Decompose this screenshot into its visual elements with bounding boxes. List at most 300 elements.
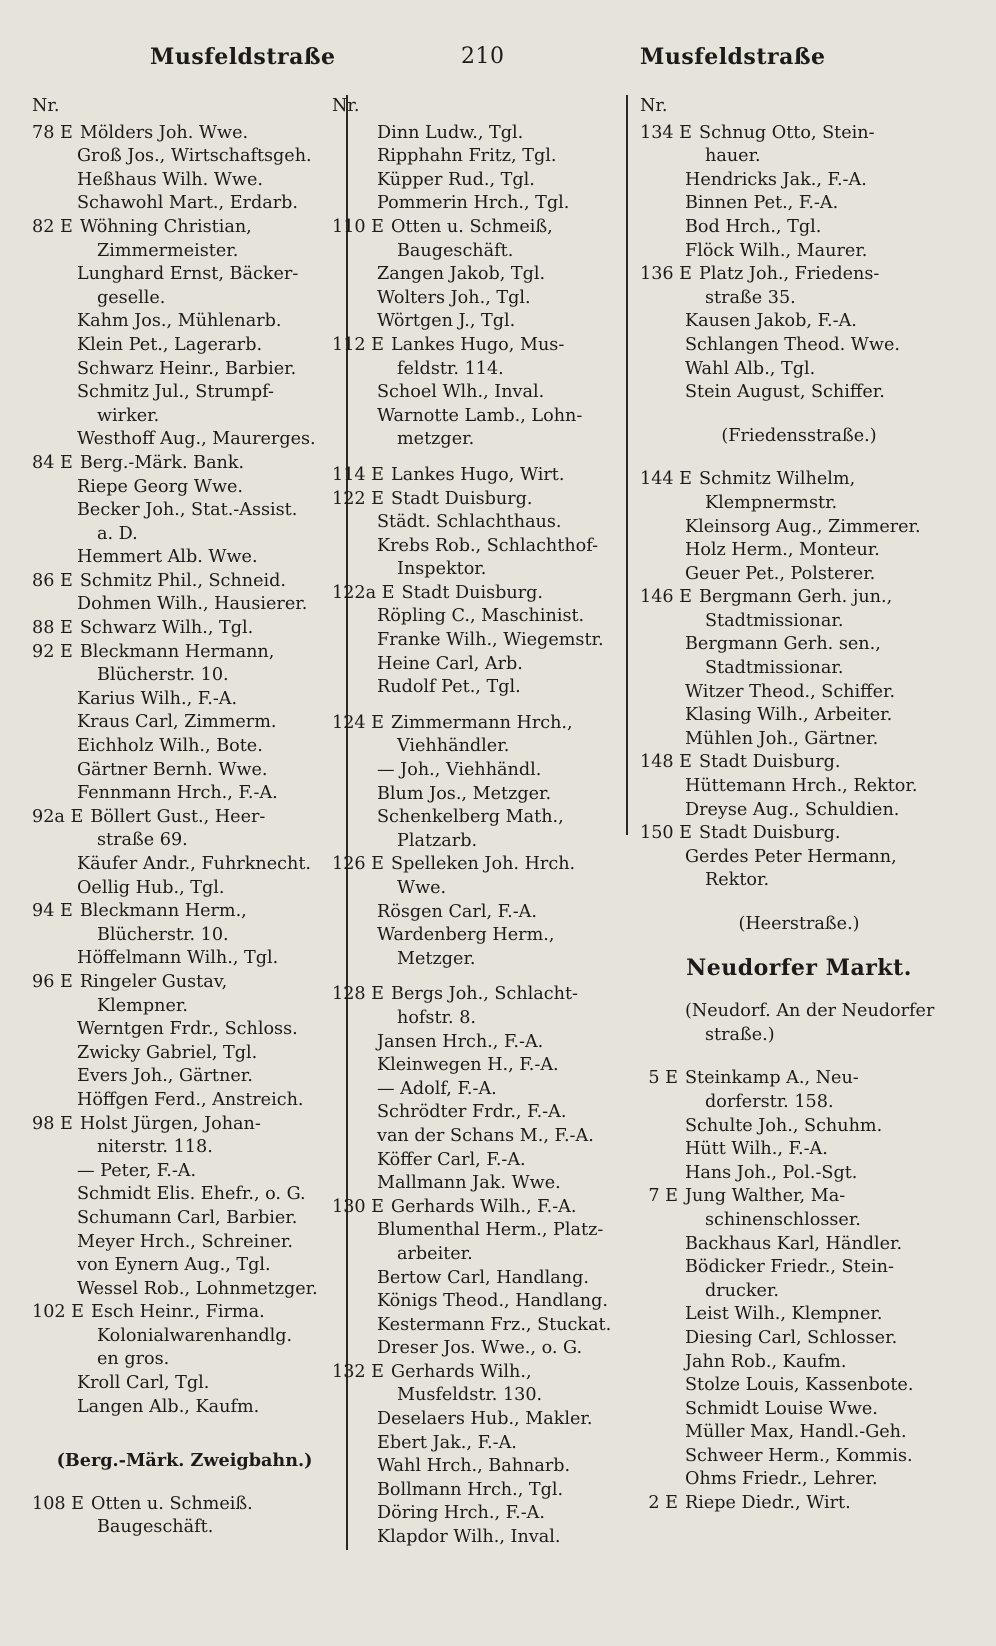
house-number — [332, 1125, 377, 1149]
house-number — [32, 1042, 77, 1066]
directory-entry — [640, 633, 958, 657]
house-number — [332, 924, 377, 948]
entry-text: — Joh., Viehhändl. — [377, 760, 542, 781]
directory-entry — [32, 806, 337, 830]
entry-text: Rudolf Pet., Tgl. — [377, 677, 521, 698]
directory-entry — [32, 782, 337, 806]
house-number — [332, 1031, 377, 1055]
directory-entry — [332, 1502, 632, 1526]
house-number: 86 E — [32, 570, 73, 591]
directory-entry — [640, 563, 958, 587]
house-number — [640, 775, 685, 799]
directory-entry — [640, 1185, 958, 1209]
house-number — [640, 799, 685, 823]
entry-text: Deselaers Hub., Makler. — [377, 1409, 593, 1430]
entry-text: Schwarz Wilh., Tgl. — [79, 618, 254, 639]
entry-text: Stadt Duisburg. — [401, 582, 544, 603]
directory-entry — [332, 806, 632, 830]
house-number — [32, 1089, 77, 1113]
entry-text: Lunghard Ernst, Bäcker- — [77, 264, 299, 285]
directory-entry — [32, 476, 337, 500]
house-number — [332, 122, 377, 146]
directory-entry — [332, 1432, 632, 1456]
house-number — [640, 169, 685, 193]
house-number: 114 E — [332, 464, 385, 485]
directory-entry — [640, 1398, 958, 1422]
entry-text: Pommerin Hrch., Tgl. — [377, 193, 570, 214]
directory-entry — [332, 488, 632, 512]
entry-text: Bod Hrch., Tgl. — [685, 216, 822, 237]
house-number — [332, 806, 377, 830]
house-number — [640, 1162, 685, 1186]
house-number: 98 E — [32, 1113, 73, 1134]
directory-entry — [332, 192, 632, 216]
directory-entry — [332, 1361, 632, 1385]
house-number — [640, 1256, 685, 1280]
directory-entry — [32, 688, 337, 712]
entry-text: Bergs Joh., Schlacht- — [391, 984, 578, 1005]
directory-entry — [640, 334, 958, 358]
directory-entry — [332, 1337, 632, 1361]
entry-text: Klasing Wilh., Arbeiter. — [685, 705, 893, 726]
entry-text: Wolters Joh., Tgl. — [377, 287, 531, 308]
entry-continuation: Viehhändler. — [397, 736, 510, 757]
section-heading: Neudorfer Markt. — [686, 954, 912, 981]
directory-entry — [32, 641, 337, 665]
entry-text: Lankes Hugo, Wirt. — [391, 464, 565, 485]
house-number: 102 E — [32, 1302, 85, 1323]
house-number — [32, 1278, 77, 1302]
entry-text: Schumann Carl, Barbier. — [77, 1207, 298, 1228]
house-number — [640, 381, 685, 405]
entry-text: Wörtgen J., Tgl. — [377, 311, 516, 332]
entry-text: Holz Herm., Monteur. — [685, 540, 880, 561]
house-number: 92a E — [32, 806, 84, 827]
directory-entry — [32, 499, 337, 523]
house-number — [332, 310, 377, 334]
entry-text: Gerhards Wilh., F.-A. — [391, 1196, 577, 1217]
directory-entry — [332, 1479, 632, 1503]
directory-entry — [332, 405, 632, 429]
directory-entry — [32, 1301, 337, 1325]
house-number: 108 E — [32, 1493, 85, 1514]
entry-continuation: Blücherstr. 10. — [97, 665, 229, 686]
directory-entry — [32, 759, 337, 783]
directory-entry — [332, 853, 632, 877]
entry-continuation: straße 69. — [97, 830, 188, 851]
entry-text: Städt. Schlachthaus. — [377, 512, 562, 533]
entry-text: Heine Carl, Arb. — [377, 653, 523, 674]
house-number — [332, 192, 377, 216]
house-number — [32, 1231, 77, 1255]
column-heading-nr: Nr. — [640, 96, 668, 116]
entry-text: Schmitz Jul., Strumpf- — [77, 382, 274, 403]
directory-entry — [332, 1078, 632, 1102]
entry-text: Berg.-Märk. Bank. — [79, 452, 245, 473]
directory-entry — [332, 1455, 632, 1479]
section-heading: (Berg.-Märk. Zweigbahn.) — [56, 1450, 313, 1472]
house-number — [32, 1254, 77, 1278]
directory-entry — [32, 1254, 337, 1278]
directory-entry — [32, 1089, 337, 1113]
entry-text: Wahl Hrch., Bahnarb. — [377, 1456, 571, 1477]
house-number — [640, 1421, 685, 1445]
entry-continuation: niterstr. 118. — [97, 1137, 213, 1158]
house-number: 144 E — [640, 469, 693, 490]
directory-entry — [640, 263, 958, 287]
directory-entry — [32, 310, 337, 334]
directory-entry — [332, 1125, 632, 1149]
entry-text: Stolze Louis, Kassenbote. — [685, 1375, 914, 1396]
directory-entry — [332, 310, 632, 334]
entry-text: Schrödter Frdr., F.-A. — [377, 1102, 567, 1123]
directory-entry — [640, 1256, 958, 1280]
entry-text: Hans Joh., Pol.-Sgt. — [685, 1162, 858, 1183]
entry-text: Ringeler Gustav, — [79, 971, 228, 992]
directory-entry — [32, 1396, 337, 1420]
house-number — [640, 216, 685, 240]
house-number — [332, 511, 377, 535]
spacer — [332, 452, 632, 464]
entry-text: Hemmert Alb. Wwe. — [77, 547, 258, 568]
entry-text: Kraus Carl, Zimmerm. — [77, 712, 277, 733]
section-heading: (Friedensstraße.) — [721, 425, 877, 446]
entry-text: Döring Hrch., F.-A. — [377, 1503, 545, 1524]
entry-continuation: Baugeschäft. — [97, 1517, 214, 1538]
directory-entry — [332, 381, 632, 405]
directory-entry — [32, 1160, 337, 1184]
spacer — [640, 980, 958, 1000]
directory-entry — [32, 334, 337, 358]
house-number — [332, 1337, 377, 1361]
entry-continuation: Musfeldstr. 130. — [397, 1385, 543, 1406]
entry-text: Ohms Friedr., Lehrer. — [685, 1469, 878, 1490]
entry-text: Wessel Rob., Lohnmetzger. — [77, 1278, 318, 1299]
house-number — [32, 1160, 77, 1184]
house-number: 136 E — [640, 264, 693, 285]
entry-continuation: Platzarb. — [397, 830, 478, 851]
directory-entry — [332, 216, 632, 240]
house-number — [32, 1018, 77, 1042]
entry-continuation: en gros. — [97, 1349, 170, 1370]
entry-continuation: Baugeschäft. — [397, 240, 514, 261]
house-number — [640, 516, 685, 540]
spacer — [32, 1473, 337, 1493]
house-number — [640, 1445, 685, 1469]
directory-entry — [332, 1219, 632, 1243]
entry-text: Wahl Alb., Tgl. — [685, 358, 816, 379]
house-number — [32, 1065, 77, 1089]
house-number — [32, 1183, 77, 1207]
directory-entry — [332, 122, 632, 146]
directory-entry — [640, 358, 958, 382]
house-number — [640, 1351, 685, 1375]
directory-entry — [640, 775, 958, 799]
directory-entry — [640, 539, 958, 563]
entry-text: Schoel Wlh., Inval. — [377, 382, 545, 403]
entry-text: Platz Joh., Friedens- — [699, 264, 880, 285]
directory-entry — [332, 605, 632, 629]
directory-entry — [332, 924, 632, 948]
entry-text: Blumenthal Herm., Platz- — [377, 1220, 604, 1241]
entry-text: Karius Wilh., F.-A. — [77, 688, 238, 709]
entry-text: Riepe Diedr., Wirt. — [685, 1493, 851, 1514]
entry-text: Mühlen Joh., Gärtner. — [685, 728, 879, 749]
entry-text: Wöhning Christian, — [79, 216, 252, 237]
directory-entry — [640, 1374, 958, 1398]
directory-entry — [32, 381, 337, 405]
directory-entry — [332, 582, 632, 606]
house-number: 146 E — [640, 587, 693, 608]
house-number — [640, 192, 685, 216]
entry-text: Dreyse Aug., Schuldien. — [685, 799, 900, 820]
directory-entry — [32, 1207, 337, 1231]
directory-entry — [32, 1231, 337, 1255]
directory-entry — [32, 1042, 337, 1066]
house-number: 94 E — [32, 901, 73, 922]
house-number — [332, 263, 377, 287]
entry-text: Groß Jos., Wirtschaftsgeh. — [77, 146, 312, 167]
entry-text: Dreser Jos. Wwe., o. G. — [377, 1338, 583, 1359]
house-number: 130 E — [332, 1196, 385, 1217]
directory-entry — [640, 468, 958, 492]
entry-text: Westhoff Aug., Maurerges. — [77, 429, 316, 450]
directory-entry — [32, 1372, 337, 1396]
house-number — [32, 499, 77, 523]
entry-text: Holst Jürgen, Johan- — [79, 1113, 261, 1134]
column-heading-nr: Nr. — [32, 96, 60, 116]
house-number — [32, 428, 77, 452]
directory-entry — [640, 216, 958, 240]
house-number — [332, 783, 377, 807]
directory-entry — [32, 853, 337, 877]
entry-text: Höffelmann Wilh., Tgl. — [77, 948, 279, 969]
house-number — [332, 1172, 377, 1196]
directory-entry — [32, 1183, 337, 1207]
directory-entry — [332, 1526, 632, 1550]
entry-text: Dinn Ludw., Tgl. — [377, 122, 524, 143]
house-number — [332, 629, 377, 653]
entry-text: Höffgen Ferd., Anstreich. — [77, 1089, 304, 1110]
house-number — [32, 334, 77, 358]
entry-text: Leist Wilh., Klempner. — [685, 1304, 883, 1325]
house-number: 126 E — [332, 854, 385, 875]
entry-text: Franke Wilh., Wiegemstr. — [377, 630, 604, 651]
house-number — [332, 1479, 377, 1503]
directory-entry — [332, 783, 632, 807]
entry-text: Bödicker Friedr., Stein- — [685, 1257, 894, 1278]
column-1 — [32, 95, 337, 1540]
directory-entry — [640, 751, 958, 775]
directory-entry — [32, 192, 337, 216]
directory-entry — [32, 1018, 337, 1042]
entry-continuation: wirker. — [97, 405, 160, 426]
entry-continuation: Wwe. — [397, 878, 447, 898]
directory-entry — [640, 1421, 958, 1445]
entry-text: Spelleken Joh. Hrch. — [391, 854, 576, 875]
house-number — [32, 735, 77, 759]
house-number — [640, 358, 685, 382]
house-number — [32, 782, 77, 806]
entry-text: Diesing Carl, Schlosser. — [685, 1327, 898, 1348]
house-number — [32, 145, 77, 169]
house-number — [32, 1396, 77, 1420]
directory-entry — [640, 1162, 958, 1186]
entry-text: Witzer Theod., Schiffer. — [685, 681, 896, 702]
entry-continuation: Inspektor. — [397, 559, 487, 580]
house-number — [32, 358, 77, 382]
entry-text: Müller Max, Handl.-Geh. — [685, 1422, 907, 1443]
entry-text: (Neudorf. An der Neudorfer — [685, 1001, 935, 1022]
entry-text: Gärtner Bernh. Wwe. — [77, 759, 268, 780]
directory-entry — [332, 653, 632, 677]
entry-text: Krebs Rob., Schlachthof- — [377, 535, 599, 556]
entry-text: Lankes Hugo, Mus- — [391, 334, 565, 355]
house-number — [640, 1327, 685, 1351]
house-number — [32, 947, 77, 971]
spacer — [640, 448, 958, 468]
directory-entry — [640, 1303, 958, 1327]
entry-text: Stadt Duisburg. — [699, 823, 841, 844]
entry-text: Bergmann Gerh. sen., — [685, 634, 881, 655]
entry-text: Heßhaus Wilh. Wwe. — [77, 169, 263, 190]
directory-entry — [332, 712, 632, 736]
directory-entry — [332, 169, 632, 193]
directory-entry — [640, 704, 958, 728]
directory-entry — [640, 122, 958, 146]
entry-text: Zangen Jakob, Tgl. — [377, 264, 546, 285]
directory-entry — [32, 570, 337, 594]
house-number: 134 E — [640, 122, 693, 143]
directory-entry — [332, 759, 632, 783]
house-number — [332, 1526, 377, 1550]
directory-entry — [640, 192, 958, 216]
directory-entry — [32, 216, 337, 240]
entry-text: Schulte Joh., Schuhm. — [685, 1115, 883, 1136]
entry-text: Mallmann Jak. Wwe. — [377, 1173, 561, 1194]
house-number — [332, 901, 377, 925]
entry-continuation: Rektor. — [705, 870, 770, 891]
directory-entry — [32, 735, 337, 759]
entry-text: Riepe Georg Wwe. — [77, 476, 244, 497]
house-number — [332, 1101, 377, 1125]
column-3 — [640, 95, 958, 1516]
house-number: 96 E — [32, 971, 73, 992]
house-number: 132 E — [332, 1361, 385, 1382]
house-number — [332, 1314, 377, 1338]
directory-entry — [332, 464, 632, 488]
entry-text: Flöck Wilh., Maurer. — [685, 240, 868, 261]
directory-entry — [640, 1492, 958, 1516]
house-number: 124 E — [332, 712, 385, 733]
entry-text: Küpper Rud., Tgl. — [377, 169, 535, 190]
entry-continuation: drucker. — [705, 1280, 779, 1301]
running-head-right: Musfeldstraße — [640, 44, 826, 70]
entry-continuation: Klempner. — [97, 995, 188, 1016]
house-number — [32, 711, 77, 735]
directory-entry — [32, 263, 337, 287]
entry-text: Stadt Duisburg. — [391, 488, 533, 509]
entry-continuation: a. D. — [97, 523, 138, 544]
entry-text: Gerhards Wilh., — [391, 1361, 532, 1382]
house-number — [32, 192, 77, 216]
directory-entry — [332, 901, 632, 925]
house-number — [332, 653, 377, 677]
entry-text: — Adolf, F.-A. — [377, 1078, 497, 1099]
entry-text: Binnen Pet., F.-A. — [685, 193, 839, 214]
house-number — [640, 563, 685, 587]
house-number — [332, 1455, 377, 1479]
directory-entry — [332, 263, 632, 287]
house-number — [32, 546, 77, 570]
entry-text: Schawohl Mart., Erdarb. — [77, 193, 298, 214]
entry-text: Zwicky Gabriel, Tgl. — [77, 1042, 258, 1063]
spacer — [332, 700, 632, 712]
house-number — [32, 476, 77, 500]
directory-entry — [32, 877, 337, 901]
entry-text: Röpling C., Maschinist. — [377, 606, 585, 627]
house-number — [332, 287, 377, 311]
entry-text: Jansen Hrch., F.-A. — [377, 1031, 544, 1052]
entry-text: Bleckmann Herm., — [79, 901, 247, 922]
spacer — [640, 405, 958, 425]
entry-text: Kestermann Frz., Stuckat. — [377, 1314, 612, 1335]
entry-text: Blum Jos., Metzger. — [377, 783, 552, 804]
house-number: 122 E — [332, 488, 385, 509]
house-number: 7 E — [648, 1186, 678, 1207]
directory-entry — [32, 1065, 337, 1089]
entry-continuation: Kolonialwarenhandlg. — [97, 1325, 293, 1346]
directory-entry — [640, 1115, 958, 1139]
house-number — [640, 1000, 685, 1024]
directory-entry — [640, 381, 958, 405]
directory-entry — [332, 1149, 632, 1173]
house-number — [32, 877, 77, 901]
house-number — [332, 759, 377, 783]
entry-text: Bleckmann Hermann, — [79, 641, 275, 662]
directory-entry — [640, 1067, 958, 1091]
entry-text: Backhaus Karl, Händler. — [685, 1233, 903, 1254]
entry-continuation: Stadtmissionar. — [705, 610, 844, 631]
directory-entry — [640, 822, 958, 846]
entry-text: van der Schans M., F.-A. — [377, 1125, 594, 1146]
entry-text: Esch Heinr., Firma. — [91, 1302, 265, 1323]
directory-entry — [640, 1233, 958, 1257]
entry-text: Mölders Joh. Wwe. — [79, 122, 249, 143]
house-number: 82 E — [32, 216, 73, 237]
entry-text: Schwarz Heinr., Barbier. — [77, 358, 297, 379]
house-number — [332, 1267, 377, 1291]
entry-text: Köffer Carl, F.-A. — [377, 1149, 526, 1170]
entry-text: Käufer Andr., Fuhrknecht. — [77, 854, 311, 874]
directory-entry — [640, 1468, 958, 1492]
directory-entry — [32, 358, 337, 382]
directory-entry — [332, 629, 632, 653]
directory-entry — [32, 169, 337, 193]
directory-entry — [640, 310, 958, 334]
directory-entry — [332, 511, 632, 535]
entry-text: Schmidt Louise Wwe. — [685, 1398, 878, 1419]
house-number — [32, 759, 77, 783]
entry-text: Jahn Rob., Kaufm. — [685, 1351, 847, 1372]
house-number: 78 E — [32, 122, 73, 143]
entry-text: Langen Alb., Kaufm. — [77, 1396, 260, 1417]
spacer — [640, 1047, 958, 1067]
house-number — [32, 1372, 77, 1396]
entry-text: Warnotte Lamb., Lohn- — [377, 405, 583, 426]
entry-text: Schweer Herm., Kommis. — [685, 1445, 913, 1466]
directory-entry — [332, 1267, 632, 1291]
